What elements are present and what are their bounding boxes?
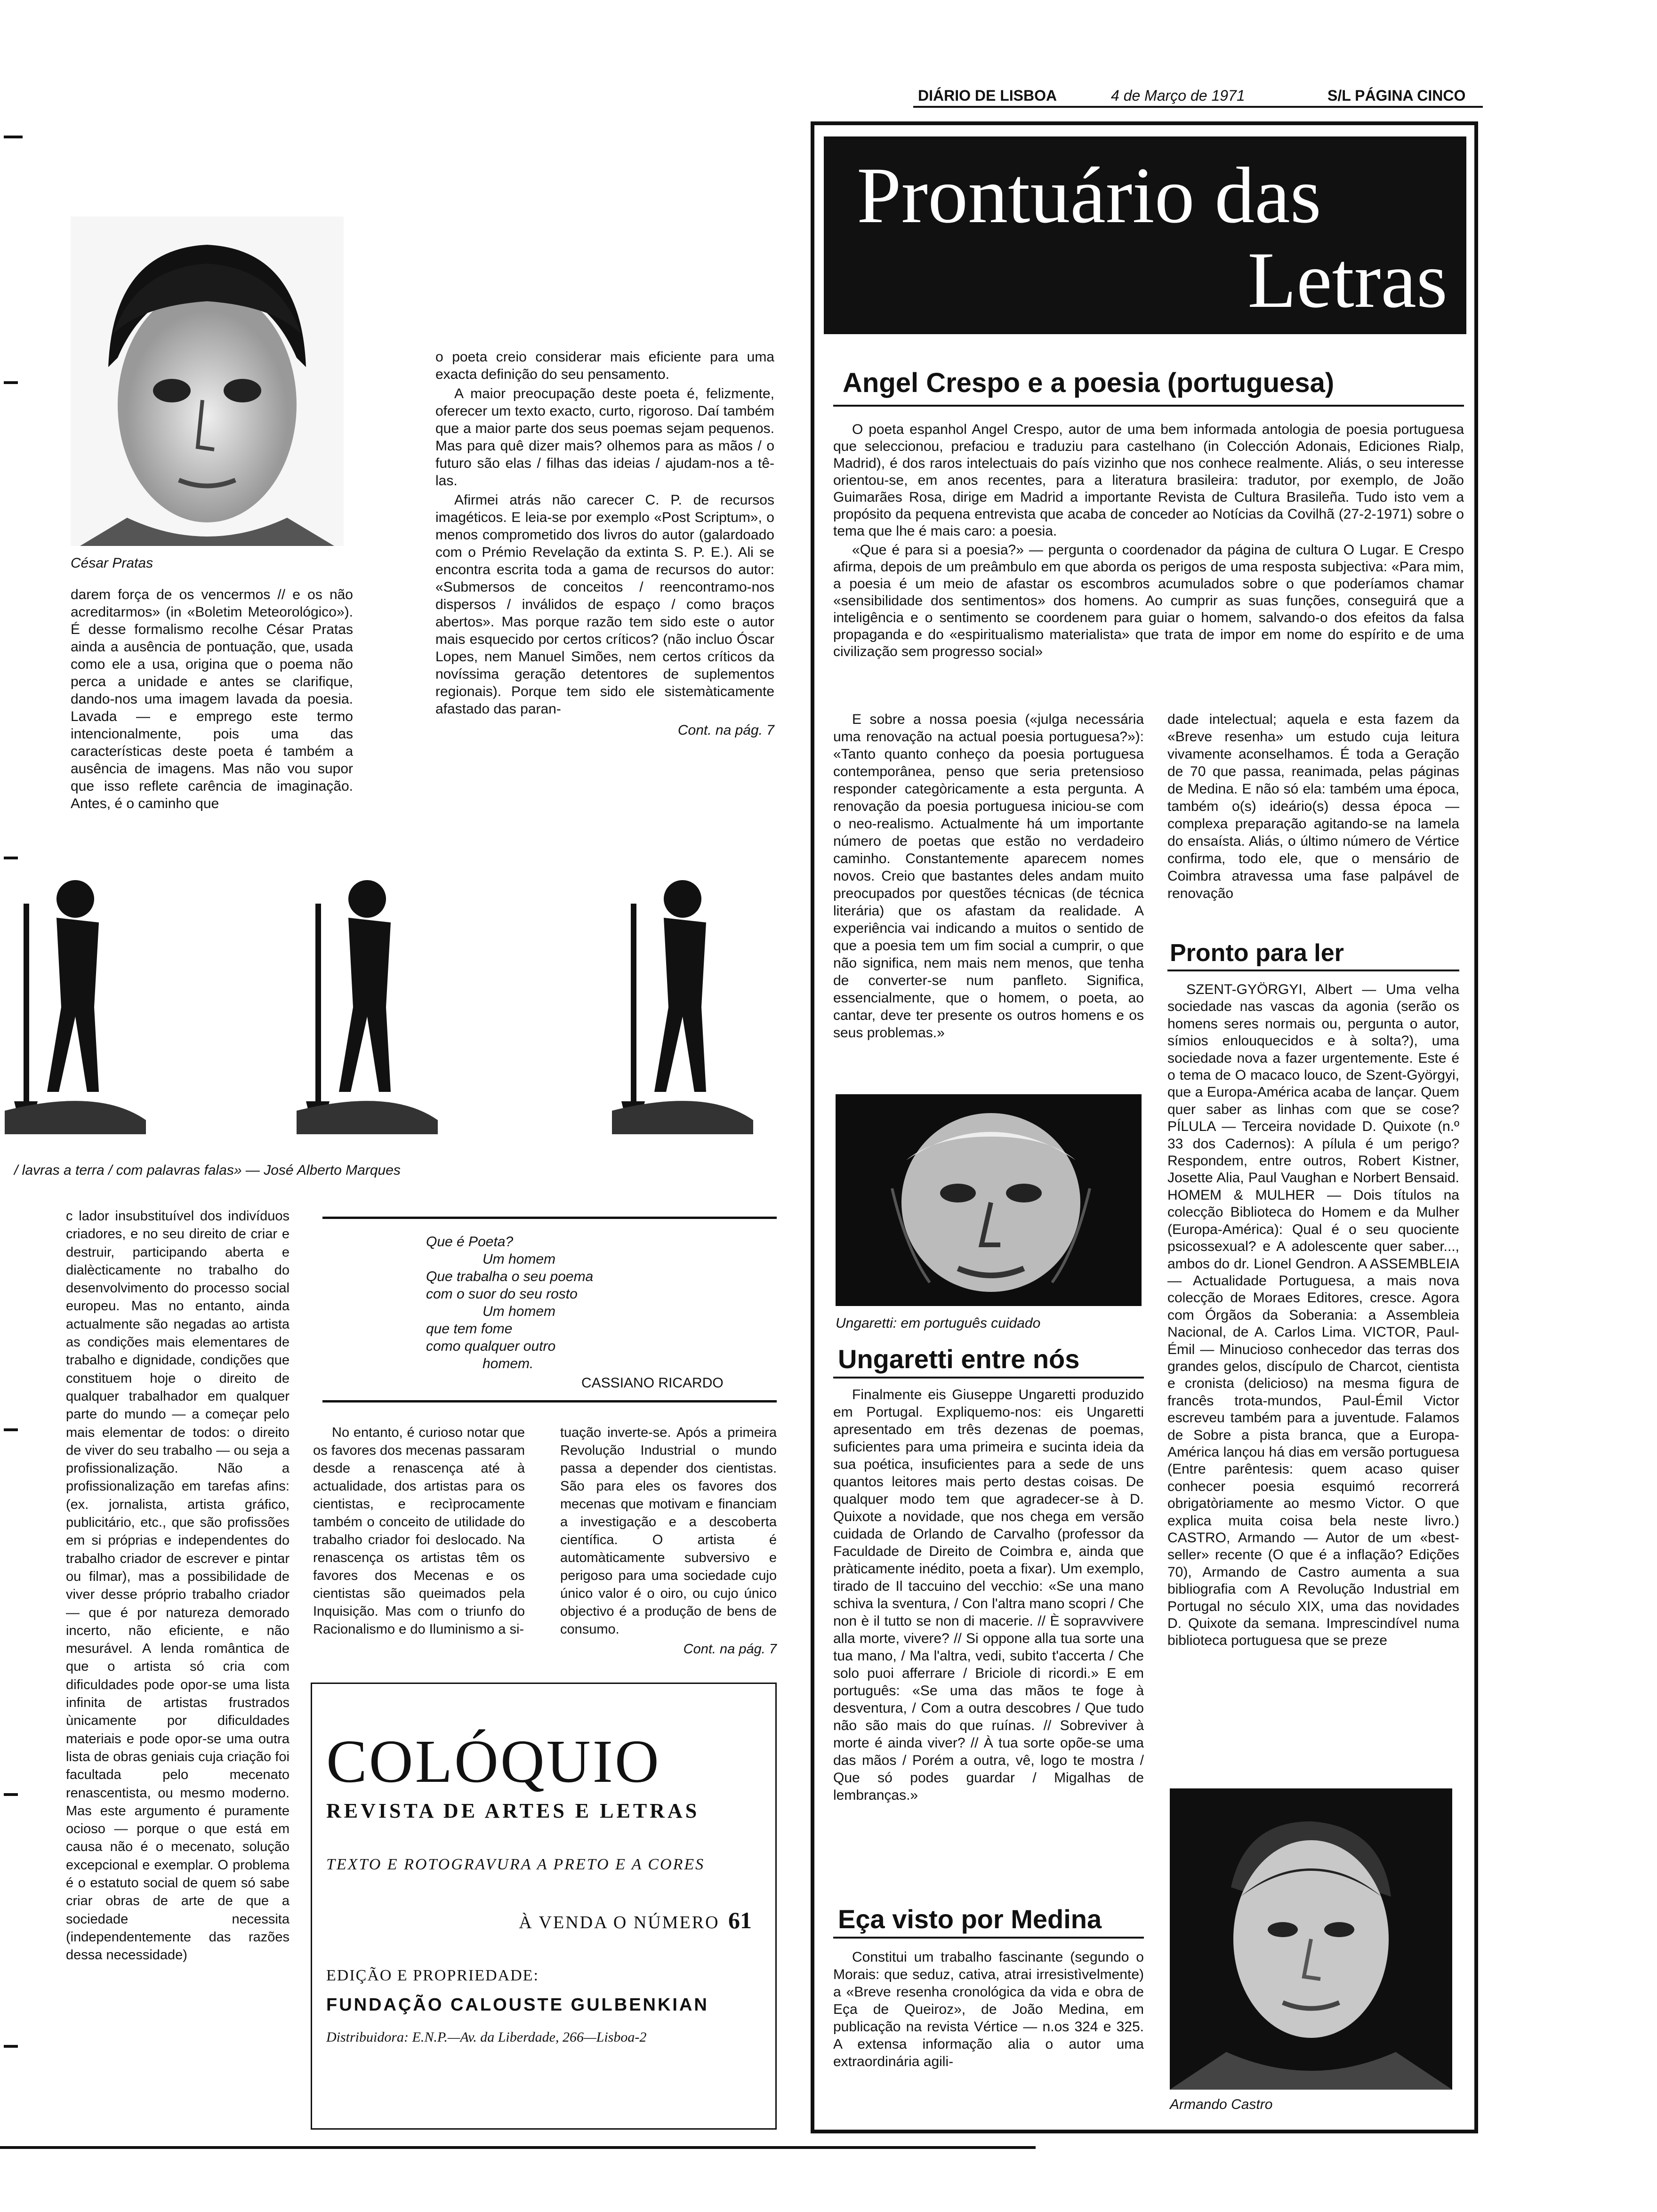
farmer-illustration	[5, 880, 146, 1134]
ad-subtitle: REVISTA DE ARTES E LETRAS	[326, 1799, 700, 1822]
article-paragraph: E sobre a nossa poesia («julga necessária uma renovação na actual poesia portuguesa?»): «Tanto quanto conheço da poesia portuguesa contemporânea, penso que seria pretensioso responder categòricamente a esta pergunta. A renovação da poesia portuguesa iniciou-se com o neo-realismo. Actualmente há um importante número de poetas que estão no verdadeiro caminho. Constantemente aparecem nomes novos. Creio que bastantes deles andam muito preocupados por questões técnicas (de técnica literária) que os afastam da realidade. A experiência vai indicando a muitos o sentido de que a poesia tem um fim social a cumprir, o que não significa, nem mais nem menos, que tenha de converter-se num panfleto. Significa, essencialmente, que o homem, o poeta, ao cantar, deve ter presente os outros homens e os seus problemas.»	[833, 712, 1144, 1041]
photo-armando-castro	[1170, 1788, 1452, 2090]
heading-angel-crespo	[843, 367, 1334, 399]
article-paragraph: «Que é para si a poesia?» — pergunta o coordenador da página de cultura O Lugar. E Crespo afirma, depois de um preâmbulo em que aborda os perigos de uma resposta subjectiva: «Para mim, a poesia é um meio de afastar os escombros acumulados sobre o que poderíamos chamar «sensibilidade dos sentimentos» dos homens. Ao cumprir as suas funções, conseguirá que a inteligência e o sentimento se coordenem para guiar o homem, salvando-o dos efeitos da falsa propaganda e do «espiritualismo materialista» que trata de impor em nome do espírito e de uma civilização sem progresso social»	[833, 542, 1464, 659]
ad-title: COLÓQUIO	[326, 1728, 661, 1795]
crespo-intro	[833, 421, 1464, 662]
poem-line: com o suor do seu rosto	[426, 1286, 578, 1302]
article-paragraph: SZENT-GYÖRGYI, Albert — Uma velha sociedade nas vascas da agonia (serão os homens seres normais ou, pergunta o autor, símios enlouquecidos e à solta?), uma sociedade nova a fazer urgentemente. Este é o tema de O macaco louco, de Szent-Györgyi, que a Europa-América acaba de lançar. Quem quer saber as linhas com que se cose? PÍLULA — Terceira novidade D. Quixote (n.º 33 dos Cadernos): A pílula é um perigo? Respondem, entre outros, Robert Kistner, Josette Alia, Paul Vaughan e Norbert Bensaid. HOMEM & MULHER — Dois títulos na colecção Biblioteca do Homem e da Mulher (Europa-América): Qual é o seu quociente psicossexual? e A adolescente quer saber..., ambos do dr. Lionel Gendron. A ASSEMBLEIA — Actualidade Portuguesa, a mais nova colecção de Moraes Editores, cresce. Agora com Órgãos da Soberania: a Assembleia Nacional, de A. Carlos Lima. VICTOR, Paul-Émil — Minucioso conhecedor das terras dos grandes gelos, discípulo de Charcot, cientista e cronista (delicioso) na mesma figura de francês trota-mundos, Paul-Émil Victor escreveu também para a juventude. Falamos de Sobre a pista branca, que a Europa-América lançou há dias em versão portuguesa (Entre parêntesis: quem acaso quiser conhecer poesia esquimó recorrerá obrigatòriamente ao mesmo Victor. O que explica muita coisa bela neste livro.) CASTRO, Armando — Autor de um «best-seller» recente (O que é a inflação? Edições 70), Armando de Castro aumenta a sua bibliografia com A Revolução Industrial em Portugal no século XIX, uma das novidades D. Quixote da semana. Imprescindível numa biblioteca portuguesa que se preze	[1167, 982, 1459, 1649]
ad-issue-number: 61	[728, 1907, 752, 1933]
heading-eca	[838, 1904, 1102, 1934]
article-paragraph: Constitui um trabalho fascinante (segundo o Morais: que seduz, cativa, atrai irresistìvelmente) a «Breve resenha cronológica da vida e obra de Eça de Queiroz», de João Medina, em publicação na revista Vértice — n.os 324 e 325. A extensa informação alia o autor uma extraordinária agili-	[833, 1949, 1144, 2069]
ad-line: Distribuidora: E.N.P.—Av. da Liberdade, 266—Lisboa-2	[326, 2029, 647, 2045]
article-paragraph: A maior preocupação deste poeta é, felizmente, oferecer um texto exacto, curto, rigoroso. Daí também que a maior parte dos seus poemas sejam pequenos. Mas para quê dizer mais? olhemos para as mãos / o futuro são elas / filhas das ideias / ajudam-nos a tê-las.	[435, 386, 774, 489]
banner-title-line1: Prontuário das	[857, 151, 1321, 240]
article-paragraph: No entanto, é curioso notar que os favores dos mecenas passaram desde a renascença até à actualidade, dos artistas para os cientistas, e recìprocamente também o conceito de utilidade do trabalho criador foi deslocado. Na renascença os artistas têm os favores dos Mecenas e os cientistas são queimados pela Inquisição. Mas com o triunfo do Racionalismo e do Iluminismo a si-	[313, 1425, 525, 1637]
illustration-caption: / lavras a terra / com palavras falas» — José Alberto Marques	[14, 1162, 401, 1178]
ad-line: À VENDA O NÚMERO	[519, 1913, 720, 1932]
poem-line: homem.	[483, 1356, 534, 1371]
article-paragraph: dade intelectual; aquela e esta fazem da «Breve resenha» um estudo cuja leitura vivamente aconselhamos. É toda a Geração de 70 que passa, reanimada, pelas páginas de Medina. E não só ela: também uma época, também o(s) ideário(s) dessa época — complexa preparação agitando-se na lamela do ensaísta. Aliás, o último número de Vértice confirma, todo ele, que o mensário de Coimbra atravessa uma fase palpável de renovação	[1167, 712, 1459, 901]
margin-mark	[4, 857, 18, 859]
photo-caption: César Pratas	[71, 555, 153, 571]
heading-pronto	[1170, 939, 1344, 967]
article-col-mid2	[560, 1424, 777, 1658]
heading-rule	[1167, 970, 1459, 971]
crespo-column	[833, 711, 1144, 1043]
illustration-strip	[5, 866, 777, 1134]
ad-line: EDIÇÃO E PROPRIEDADE:	[326, 1967, 539, 1984]
poem-line: Que é Poeta?	[426, 1234, 514, 1250]
poem-line: Que trabalha o seu poema	[426, 1269, 594, 1284]
article-paragraph: tuação inverte-se. Após a primeira Revolução Industrial o mundo passa a depender dos cientistas. São para eles os favores dos mecenas que motivam e financiam a investigação e a descoberta científica. O artista é automàticamente subversivo e perigoso para uma sociedade cujo único valor é o oiro, ou cujo único objectivo é a produção de bens de consumo.	[560, 1425, 777, 1637]
masthead-rule	[913, 106, 1483, 108]
photo-ungaretti	[836, 1094, 1142, 1306]
farmer-illustration	[297, 880, 438, 1134]
heading-rule	[833, 1937, 1144, 1939]
section-heading: Ungaretti entre nós	[838, 1344, 1080, 1374]
margin-mark	[4, 2045, 18, 2048]
ad-sale-line	[326, 1907, 756, 1934]
heading-rule	[833, 1377, 1144, 1378]
poem-line: que tem fome	[426, 1321, 513, 1337]
section-heading: Eça visto por Medina	[838, 1904, 1102, 1934]
narrow-column	[66, 1207, 290, 1966]
ad-line: FUNDAÇÃO CALOUSTE GULBENKIAN	[326, 1995, 709, 2015]
article-paragraph: c lador insubstituível dos indivíduos criadores, e no seu direito de criar e destruir, participando aberta e dialècticamente no trabalho do desenvolvimento do processo social europeu. Mas no entanto, ainda actualmente são negadas ao artista as condições mais elementares de trabalho e dignidade, condições que constituem hoje o direito de qualquer trabalhador em qualquer parte do mundo — a começar pelo mais elementar de todos: o direito de viver do seu trabalho — ou seja a profissionalização. Não a profissionalização em tarefas afins: (ex. jornalista, artista gráfico, publicitário, etc., que são profissões em si próprias e independentes do trabalho criador de escrever e pintar ou filmar), mas a possibilidade de viver desse próprio trabalho criador— que é por natureza demorado incerto, não eficiente, e não mesurável. A lenda romântica de que o artista só cria com dificuldades pode opor-se uma lista infinita de artistas frustrados ùnicamente por dificuldades materiais e pode opor-se uma outra lista de obras geniais cuja criação foi facultada pelo mecenato renascentista, ou mesmo moderno. Mas este argumento é puramente ocioso — porque o que está em causa não é o mecenato, solução excepcional e exemplar. O problema é o estatuto social de quem só sabe criar obras de arte de que a sociedade necessita (independentemente das razões dessa necessidade)	[66, 1209, 290, 1963]
pronto-list	[1167, 981, 1459, 1651]
continued-note: Cont. na pág. 7	[677, 722, 774, 738]
article-col1	[71, 586, 353, 814]
farmer-illustration	[612, 880, 753, 1134]
article-paragraph: Finalmente eis Giuseppe Ungaretti produzido em Portugal. Expliquemo-nos: eis Ungaretti apresentado em três dezenas de poemas, suficientes para uma primeira e sucinta ideia da sua poética, insuficientes para a sede de uns quantos leitores mais perto destas coisas. De qualquer modo tem que agradecer-se à D. Quixote a novidade, que nos chega em versão cuidada de Orlando de Carvalho (professor da Faculdade de Direito de Coimbra e, ainda que pràticamente inédito, poeta a fixar). Um exemplo, tirado de Il taccuino del vecchio: «Se una mano schiva la sventura, / Con l'altra mano scopri / Che non è il tutto se non di macerie. // È sopravvivere alla morte, vivere? // Si oppone alla tua sorte una tua mano, / Ma l'altra, vedi, subito t'accerta / Che solo puoi afferrare / Briciole di ricordi.» E em português: «Se uma das mãos te foge à desventura, / Com a outra descobres / Que tudo não são mais do que ruínas. // Sobreviver à morte é ainda viver? // À tua sorte opõe-se uma das mãos / Porém a outra, vê, logo te mostra / Que só podes guardar / Migalhas de lembranças.»	[833, 1387, 1144, 1803]
poem-rule	[322, 1400, 777, 1403]
article-paragraph: darem força de os vencermos // e os não acreditarmos» (in «Boletim Meteorológico»). É desse formalismo recolhe César Pratas ainda a ausência de pontuação, que, usada como ele a usa, origina que o poema não perca a unidade e antes se clarifique, dando-nos uma imagem lavada da poesia. Lavada — e emprego este termo intencionalmente, pois uma das características deste poeta é também a ausência de imagens. Mas não vou supor que isso reflete carência de imaginação. Antes, é o caminho que	[71, 587, 353, 811]
continued-note: Cont. na pág. 7	[683, 1642, 777, 1657]
article-col-mid1	[313, 1424, 525, 1640]
heading-rule	[833, 405, 1464, 407]
eca-continuation	[1167, 711, 1459, 904]
article-paragraph: o poeta creio considerar mais eficiente para uma exacta definição do seu pensamento.	[435, 349, 774, 382]
poem-rule	[322, 1217, 777, 1219]
margin-mark	[4, 136, 23, 138]
margin-mark	[4, 381, 18, 384]
prontuario-banner	[824, 136, 1466, 334]
photo-caption: Ungaretti: em português cuidado	[836, 1315, 1041, 1331]
ad-line: TEXTO E ROTOGRAVURA A PRETO E A CORES	[326, 1856, 705, 1873]
section-heading: Angel Crespo e a poesia (portuguesa)	[843, 368, 1335, 398]
margin-mark	[0, 2146, 1036, 2149]
coloquio-ad	[311, 1683, 777, 2130]
ungaretti-column	[833, 1386, 1144, 1806]
section-heading: Pronto para ler	[1170, 939, 1344, 967]
eca-column	[833, 1948, 1144, 2072]
banner-title-line2: Letras	[1247, 236, 1448, 324]
article-paragraph: Afirmei atrás não carecer C. P. de recursos imagéticos. E leia-se por exemplo «Post Scriptum», o menos comprometido dos livros do autor (galardoado com o Prémio Revelação da extinta S. P. E.). Ali se encontra escrita toda a gama de recursos do autor: «Submersos de conceitos / reencontramo-nos dispersos / inválidos de espaço / como braços abertos». Mas porque razão tem sido este o autor mais esquecido por certos críticos? (não incluo Óscar Lopes, nem Manuel Simões, nem certos críticos da novíssima geração detentores de suplementos regionais). Porque tem sido ele sistemàticamente afastado das paran-	[435, 492, 774, 717]
article-col2	[435, 348, 774, 739]
masthead-date: 4 de Março de 1971	[1111, 87, 1245, 104]
masthead-paper: DIÁRIO DE LISBOA	[918, 87, 1057, 104]
poem-line: Um homem	[483, 1251, 556, 1267]
photo-caption: Armando Castro	[1170, 2097, 1273, 2112]
heading-ungaretti	[838, 1344, 1079, 1374]
margin-mark	[4, 1428, 18, 1431]
margin-mark	[4, 1793, 18, 1796]
poem-line: como qualquer outro	[426, 1338, 556, 1354]
masthead-page: S/L PÁGINA CINCO	[1327, 87, 1466, 104]
poem-line: Um homem	[483, 1304, 556, 1319]
article-paragraph: O poeta espanhol Angel Crespo, autor de uma bem informada antologia de poesia portuguesa que seleccionou, prefaciou e traduziu para castelhano (in Colección Adonais, Ediciones Rialp, Madrid), é dos raros intelectuais do país vizinho que nos conhece realmente. Aliás, o seu interesse orientou-se, em anos recentes, para a literatura brasileira: tradutor, por exemplo, de João Guimarães Rosa, dirige em Madrid a importante Revista de Cultura Brasileña. Tudo isto vem a propósito da pequena entrevista que acaba de conceder ao Notícias da Covilhã (27-2-1971) sobre o tema que lhe é mais caro: a poesia.	[833, 422, 1464, 539]
photo-cesar-pratas	[71, 216, 344, 546]
poem-author: CASSIANO RICARDO	[581, 1375, 724, 1391]
poem	[426, 1233, 756, 1392]
